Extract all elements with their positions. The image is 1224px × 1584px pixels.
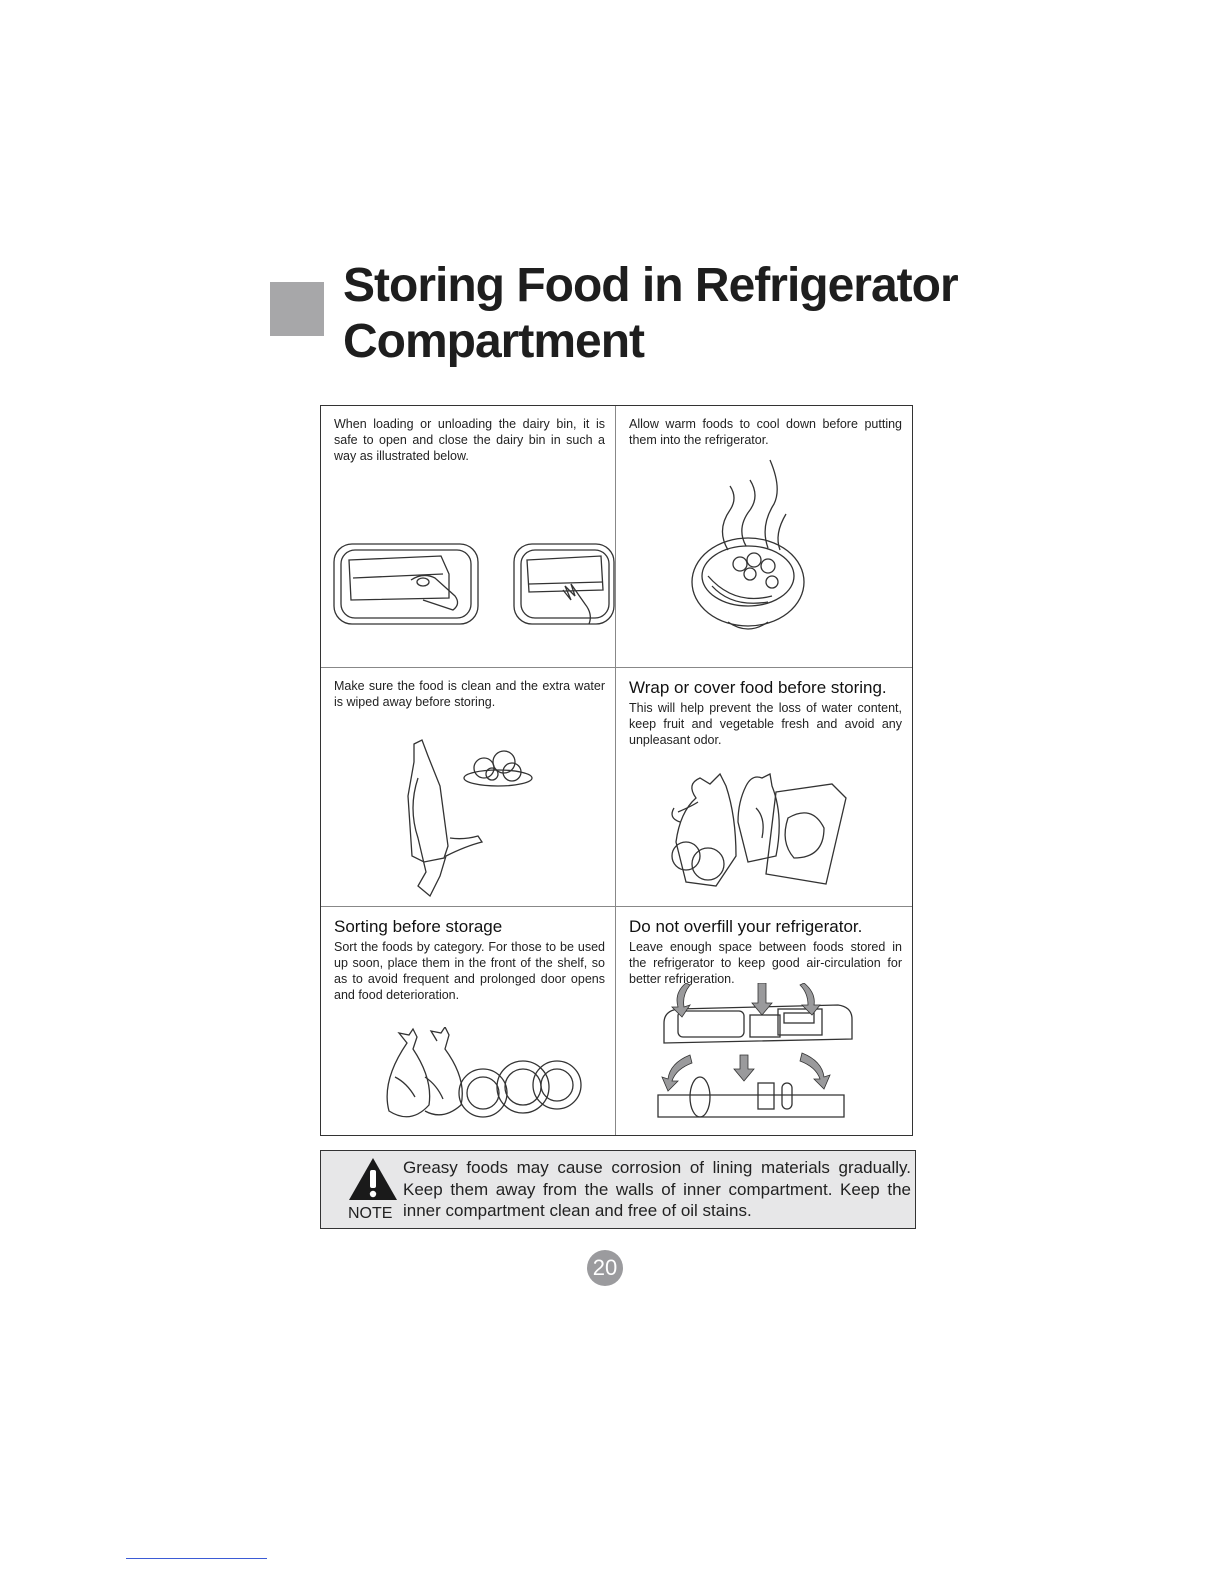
tip-warm-foods-text: Allow warm foods to cool down before putting them into the refrigerator. (629, 417, 902, 447)
tip-overfill (616, 907, 912, 1135)
warning-triangle-icon (347, 1156, 399, 1202)
bottle-wiping-illustration (406, 738, 536, 898)
tip-wrap-food (616, 668, 912, 907)
tip-clean-food-text: Make sure the food is clean and the extra water is wiped away before storing. (334, 679, 605, 709)
tip-sorting-text-block (334, 917, 605, 1003)
tip-sorting-text: Sort the foods by category. For those to be used up soon, place them in the front of the shelf, so as to avoid frequent and prolonged door opens and food deterioration. (334, 940, 605, 1002)
tip-wrap-food-text-block (629, 678, 902, 748)
tip-warm-foods (616, 406, 912, 668)
title-accent-square (270, 282, 324, 336)
page-title (343, 258, 958, 370)
dairy-bin-illustration (331, 538, 616, 633)
page-title-line1: Storing Food in Refrigerator (343, 259, 958, 312)
tip-sorting-heading: Sorting before storage (334, 917, 503, 936)
page-title-line2: Compartment (343, 315, 645, 368)
tips-grid (320, 405, 913, 1136)
air-circulation-illustration (654, 983, 884, 1123)
note-box (320, 1150, 916, 1229)
sorted-food-packages-illustration (381, 1027, 586, 1127)
tip-clean-food (321, 668, 616, 907)
tip-wrap-food-text: This will help prevent the loss of water content, keep fruit and vegetable fresh and avoid any unpleasant odor. (629, 701, 902, 747)
tip-sorting (321, 907, 616, 1135)
tip-overfill-heading: Do not overfill your refrigerator. (629, 917, 863, 936)
note-text: Greasy foods may cause corrosion of lining materials gradually. Keep them away from the walls of inner compartment. Keep the inner compartment clean and free of oil stains. (403, 1158, 911, 1220)
tip-overfill-text: Leave enough space between foods stored in the refrigerator to keep good air-circulation for better refrigeration. (629, 940, 902, 986)
warm-food-bowl-illustration (688, 458, 813, 648)
page-number-badge: 20 (587, 1250, 623, 1286)
tip-overfill-text-block (629, 917, 902, 987)
footer-rule (126, 1558, 267, 1559)
tip-wrap-food-heading: Wrap or cover food before storing. (629, 678, 887, 697)
tip-dairy-bin (321, 406, 616, 668)
note-label: NOTE (348, 1205, 393, 1222)
wrapped-food-bags-illustration (666, 768, 851, 893)
tip-dairy-bin-text: When loading or unloading the dairy bin, it is safe to open and close the dairy bin in such a way as illustrated below. (334, 417, 605, 463)
